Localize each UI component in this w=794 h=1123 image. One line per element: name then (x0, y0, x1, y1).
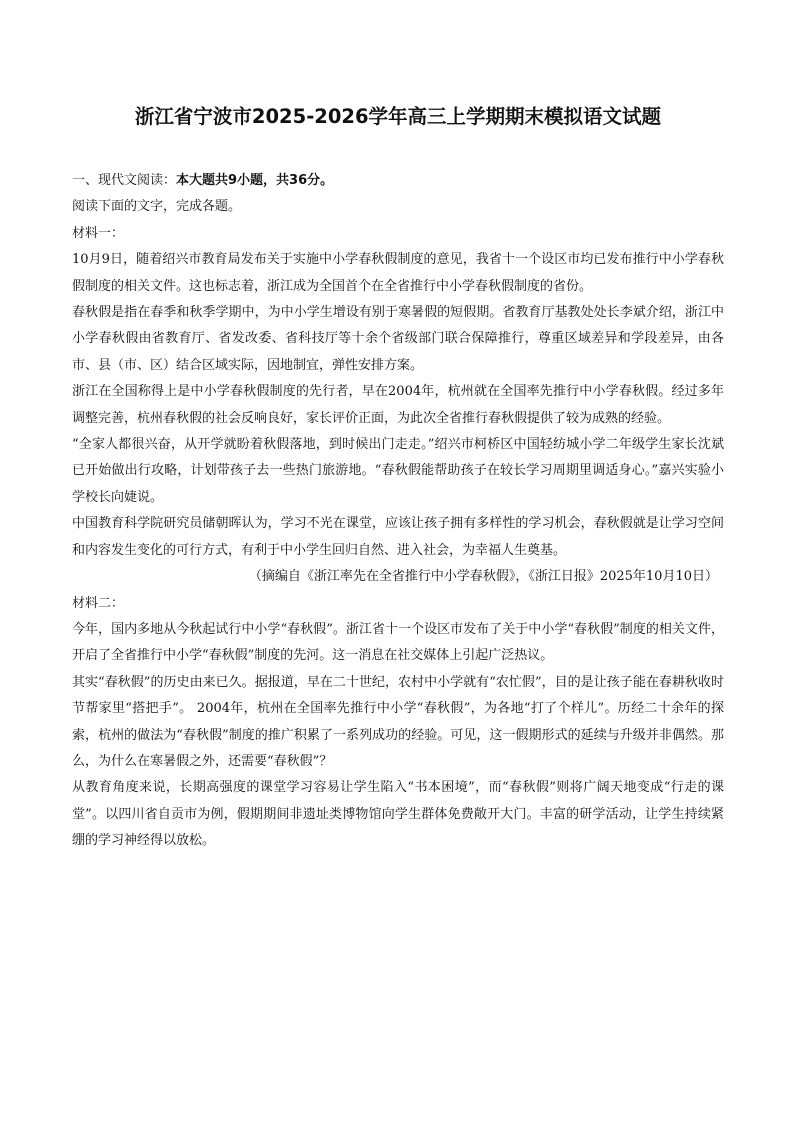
section-heading (72, 168, 724, 194)
material-one-paragraph: 春秋假是指在春季和秋季学期中，为中小学生增设有别于寒暑假的短假期。省教育厅基教处处长李斌介绍，浙江中小学春秋假由省教育厅、省发改委、省科技厅等十余个省级部门联合保障推行，尊重区域差异和学段差异，由各市、县（市、区）结合区域实际，因地制宜，弹性安排方案。 (72, 305, 724, 373)
material-one-label: 材料一： (72, 225, 125, 241)
material-two-paragraph: 今年，国内多地从今秋起试行中小学“春秋假”。浙江省十一个设区市发布了关于中小学“春秋假”制度的相关文件，开启了全省推行中小学“春秋假”制度的先河。这一消息在社交媒体上引起广泛热议。 (72, 621, 724, 664)
document-title: 浙江省宁波市2025-2026学年高三上学期期末模拟语文试题 (134, 105, 662, 128)
material-one-paragraph: “全家人都很兴奋，从开学就盼着秋假落地，到时候出门走走。”绍兴市柯桥区中国轻纺城小学二年级学生家长沈斌已开始做出行攻略，计划带孩子去一些热门旅游地。“春秋假能帮助孩子在较长学习周期里调适身心。”嘉兴实验小学校长向婕说。 (72, 437, 724, 505)
material-one-paragraph: 中国教育科学院研究员储朝晖认为，学习不光在课堂，应该让孩子拥有多样性的学习机会，春秋假就是让学习空间和内容发生变化的可行方式，有利于中小学生回归自然、进入社会，为幸福人生奠基。 (72, 516, 724, 558)
material-one-paragraph: 10月9日，随着绍兴市教育局发布关于实施中小学春秋假制度的意见，我省十一个设区市均已发布推行中小学春秋假制度的相关文件。这也标志着，浙江成为全国首个在全省推行中小学春秋假制度的省份。 (72, 252, 724, 294)
instruction-text: 阅读下面的文字，完成各题。 (72, 199, 242, 215)
material-two-paragraph: 从教育角度来说，长期高强度的课堂学习容易让学生陷入“书本困境”，而“春秋假”则将广阔天地变成“行走的课堂”。以四川省自贡市为例，假期期间非遗址类博物馆向学生群体免费敞开大门。丰富的研学活动，让学生持续紧绷的学习神经得以放松。 (72, 780, 724, 849)
section-info: 本大题共9小题，共36分。 (176, 173, 334, 188)
section-label: 一、现代文阅读： (72, 173, 177, 188)
material-one-paragraph: 浙江在全国称得上是中小学春秋假制度的先行者，早在2004年，杭州就在全国率先推行中小学春秋假。经过多年调整完善，杭州春秋假的社会反响良好，家长评价正面，为此次全省推行春秋假提供了较为成熟的经验。 (72, 384, 724, 426)
material-two-label: 材料二： (72, 595, 125, 611)
material-one-source: （摘编自《浙江率先在全省推行中小学春秋假》，《浙江日报》2025年10月10日） (248, 569, 718, 585)
material-two-paragraph: 其实“春秋假”的历史由来已久。据报道，早在二十世纪，农村中小学就有“农忙假”，目的是让孩子能在春耕秋收时节帮家里“搭把手”。 2004年，杭州在全国率先推行中小学“春秋假”，为各地“打了个样儿”。历经二十余年的探索，杭州的做法为“春秋假”制度的推广积累了一系列成功的经验。可见，这一假期形式的延续与升级并非偶然。那么，为什么在寒暑假之外，还需要“春秋假”？ (72, 674, 724, 769)
